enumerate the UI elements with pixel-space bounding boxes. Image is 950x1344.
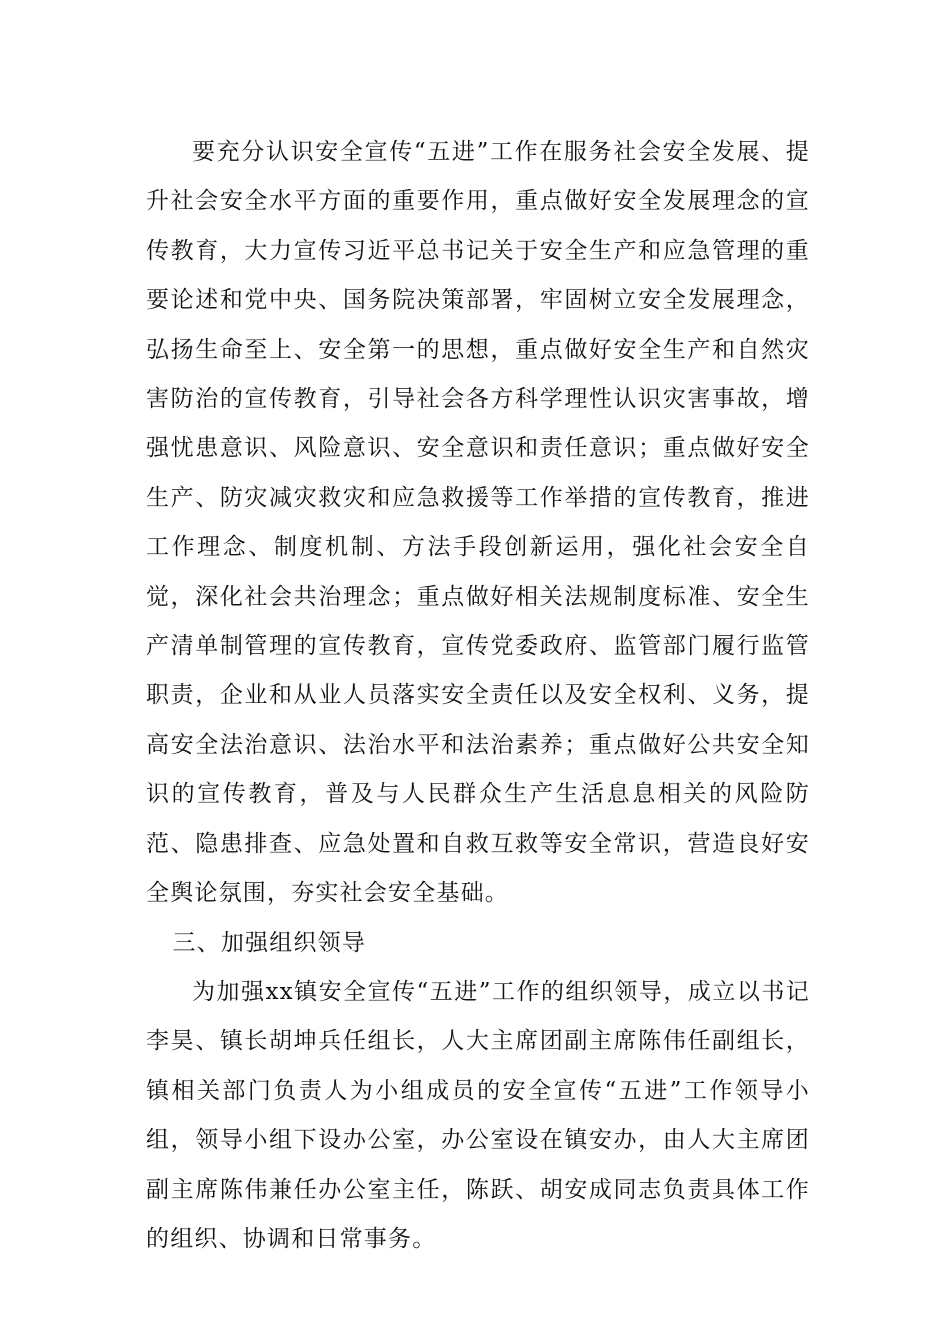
document-body: [146, 128, 810, 1264]
section-heading: 三、加强组织领导: [172, 929, 367, 956]
body-paragraph: 为加强xx镇安全宣传“五进”工作的组织领导，成立以书记李昊、镇长胡坤兵任组长，人大主席团副主席陈伟任副组长，镇相关部门负责人为小组成员的安全宣传“五进”工作领导小组，领导小组下设办公室，办公室设在镇安办，由人大主席团副主席陈伟兼任办公室主任，陈跃、胡安成同志负责具体工作的组织、协调和日常事务。: [146, 978, 810, 1252]
body-paragraph: 要充分认识安全宣传“五进”工作在服务社会安全发展、提升社会安全水平方面的重要作用，重点做好安全发展理念的宣传教育，大力宣传习近平总书记关于安全生产和应急管理的重要论述和党中央、国务院决策部署，牢固树立安全发展理念，弘扬生命至上、安全第一的思想，重点做好安全生产和自然灾害防治的宣传教育，引导社会各方科学理性认识灾害事故，增强忧患意识、风险意识、安全意识和责任意识；重点做好安全生产、防灾减灾救灾和应急救援等工作举措的宣传教育，推进工作理念、制度机制、方法手段创新运用，强化社会安全自觉，深化社会共治理念；重点做好相关法规制度标准、安全生产清单制管理的宣传教育，宣传党委政府、监管部门履行监管职责，企业和从业人员落实安全责任以及安全权利、义务，提高安全法治意识、法治水平和法治素养；重点做好公共安全知识的宣传教育，普及与人民群众生产生活息息相关的风险防范、隐患排查、应急处置和自救互救等安全常识，营造良好安全舆论氛围，夯实社会安全基础。: [146, 139, 810, 907]
